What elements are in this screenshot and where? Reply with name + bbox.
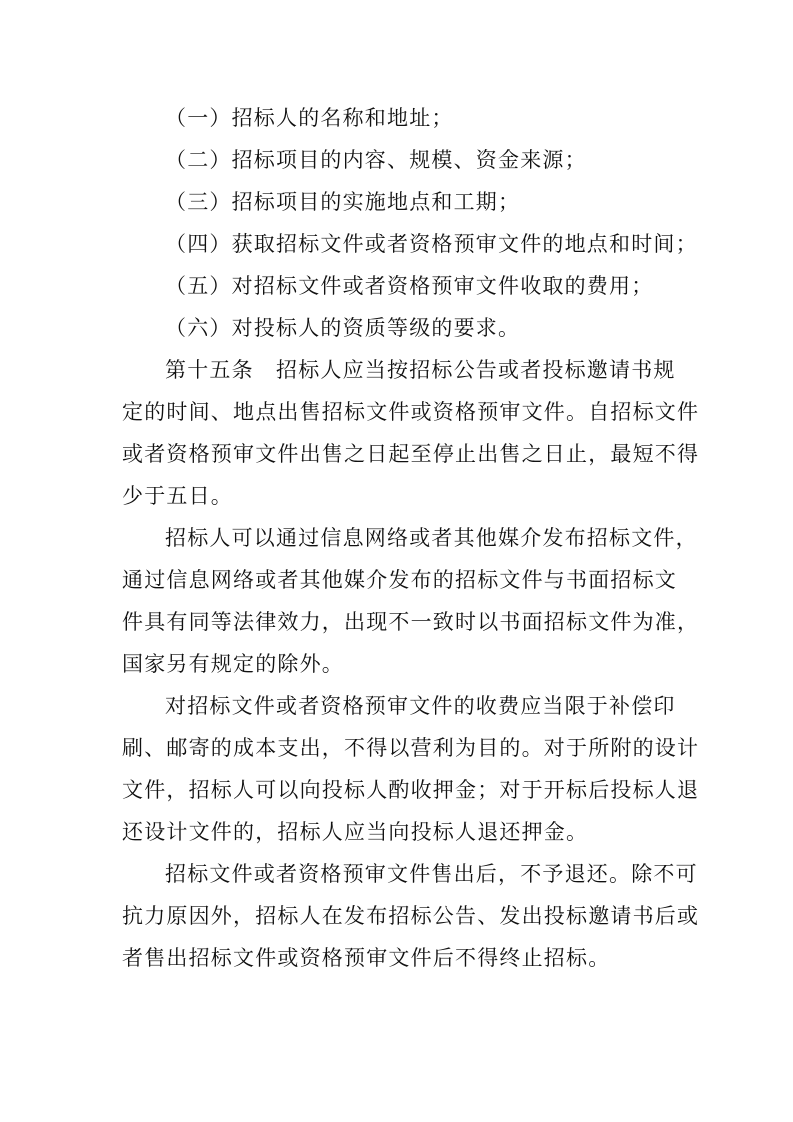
list-item-3: （三）招标项目的实施地点和工期； [165,190,521,214]
paragraph-line: 或者资格预审文件出售之日起至停止出售之日止，最短不得 [122,442,700,466]
list-item-4: （四）获取招标文件或者资格预审文件的地点和时间； [165,232,698,256]
list-item-6: （六）对投标人的资质等级的要求。 [165,316,521,340]
paragraph-line: 定的时间、地点出售招标文件或资格预审文件。自招标文件 [122,400,700,424]
paragraph-line: 招标人可以通过信息网络或者其他媒介发布招标文件， [165,526,698,550]
paragraph-line: 招标文件或者资格预审文件售出后，不予退还。除不可 [165,862,698,886]
paragraph-line: 者售出招标文件或资格预审文件后不得终止招标。 [122,946,611,970]
paragraph-line: 刷、邮寄的成本支出，不得以营利为目的。对于所附的设计 [122,736,700,760]
paragraph-line: 少于五日。 [122,484,233,508]
paragraph-line: 对招标文件或者资格预审文件的收费应当限于补偿印 [165,694,676,718]
paragraph-line: 抗力原因外，招标人在发布招标公告、发出投标邀请书后或 [122,904,700,928]
paragraph-line: 国家另有规定的除外。 [122,652,344,676]
paragraph-line: 通过信息网络或者其他媒介发布的招标文件与书面招标文 [122,568,677,592]
paragraph-line: 件具有同等法律效力，出现不一致时以书面招标文件为准， [122,610,700,634]
paragraph-line: 文件，招标人可以向投标人酌收押金；对于开标后投标人退 [122,778,700,802]
paragraph-line: 还设计文件的，招标人应当向投标人退还押金。 [122,820,589,844]
list-item-2: （二）招标项目的内容、规模、资金来源； [165,148,587,172]
list-item-1: （一）招标人的名称和地址； [165,106,454,130]
paragraph-line: 第十五条 招标人应当按招标公告或者投标邀请书规 [165,358,676,382]
list-item-5: （五）对招标文件或者资格预审文件收取的费用； [165,274,654,298]
